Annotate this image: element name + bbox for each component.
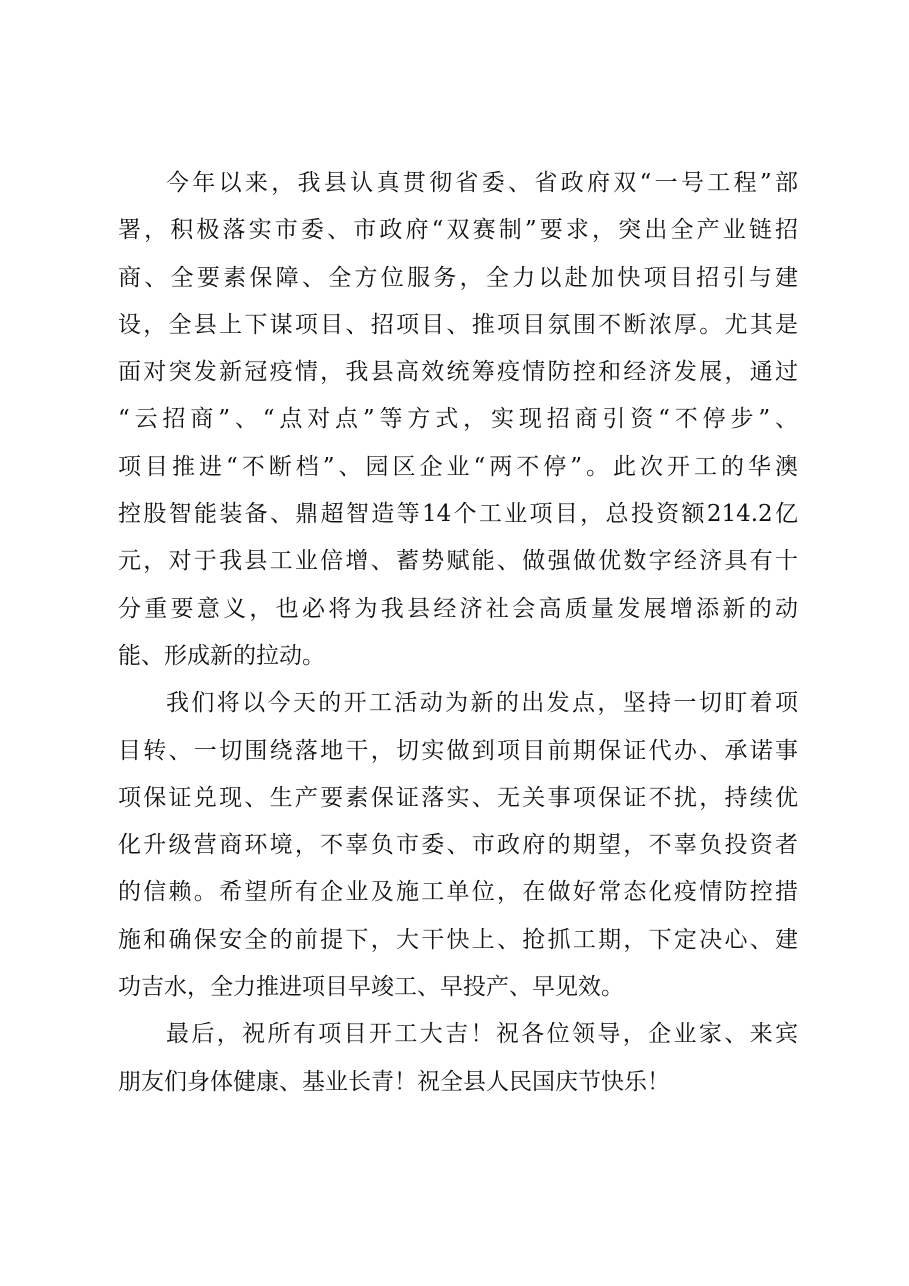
paragraph-line: “云招商”、“点对点”等方式，实现招商引资“不停步”、 — [118, 406, 798, 433]
paragraph-line: 署，积极落实市委、市政府“双赛制”要求，突出全产业链招 — [118, 217, 798, 244]
paragraph-line: 施和确保安全的前提下，大干快上、抢抓工期，下定决心、建 — [118, 926, 798, 953]
paragraph-3 — [118, 1011, 798, 1106]
paragraph-line: 控股智能装备、鼎超智造等14个工业项目，总投资额214.2亿 — [118, 501, 798, 528]
document-body — [118, 160, 798, 1106]
paragraph-line: 目转、一切围绕落地干，切实做到项目前期保证代办、承诺事 — [118, 737, 798, 764]
paragraph-line: 项保证兑现、生产要素保证落实、无关事项保证不扰，持续优 — [118, 784, 798, 811]
paragraph-line: 分重要意义，也必将为我县经济社会高质量发展增添新的动 — [118, 595, 798, 622]
paragraph-line: 我们将以今天的开工活动为新的出发点，坚持一切盯着项 — [166, 690, 798, 717]
paragraph-line: 元，对于我县工业倍增、蓄势赋能、做强做优数字经济具有十 — [118, 548, 798, 575]
paragraph-2 — [118, 680, 798, 1011]
paragraph-line: 今年以来，我县认真贯彻省委、省政府双“一号工程”部 — [166, 170, 798, 196]
paragraph-line: 最后，祝所有项目开工大吉！祝各位领导，企业家、来宾 — [166, 1021, 798, 1048]
paragraph-line: 设，全县上下谋项目、招项目、推项目氛围不断浓厚。尤其是 — [118, 311, 798, 338]
paragraph-1 — [118, 160, 798, 680]
paragraph-line: 面对突发新冠疫情，我县高效统筹疫情防控和经济发展，通过 — [118, 359, 798, 386]
paragraph-line: 朋友们身体健康、基业长青！祝全县人民国庆节快乐！ — [118, 1068, 670, 1095]
paragraph-line: 能、形成新的拉动。 — [118, 642, 325, 669]
paragraph-line: 商、全要素保障、全方位服务，全力以赴加快项目招引与建 — [118, 264, 798, 291]
paragraph-line: 的信赖。希望所有企业及施工单位，在做好常态化疫情防控措 — [118, 879, 798, 906]
paragraph-line: 功吉水，全力推进项目早竣工、早投产、早见效。 — [118, 974, 624, 1001]
paragraph-line: 化升级营商环境，不辜负市委、市政府的期望，不辜负投资者 — [118, 832, 798, 859]
paragraph-line: 项目推进“不断档”、园区企业“两不停”。此次开工的华澳 — [118, 453, 798, 480]
